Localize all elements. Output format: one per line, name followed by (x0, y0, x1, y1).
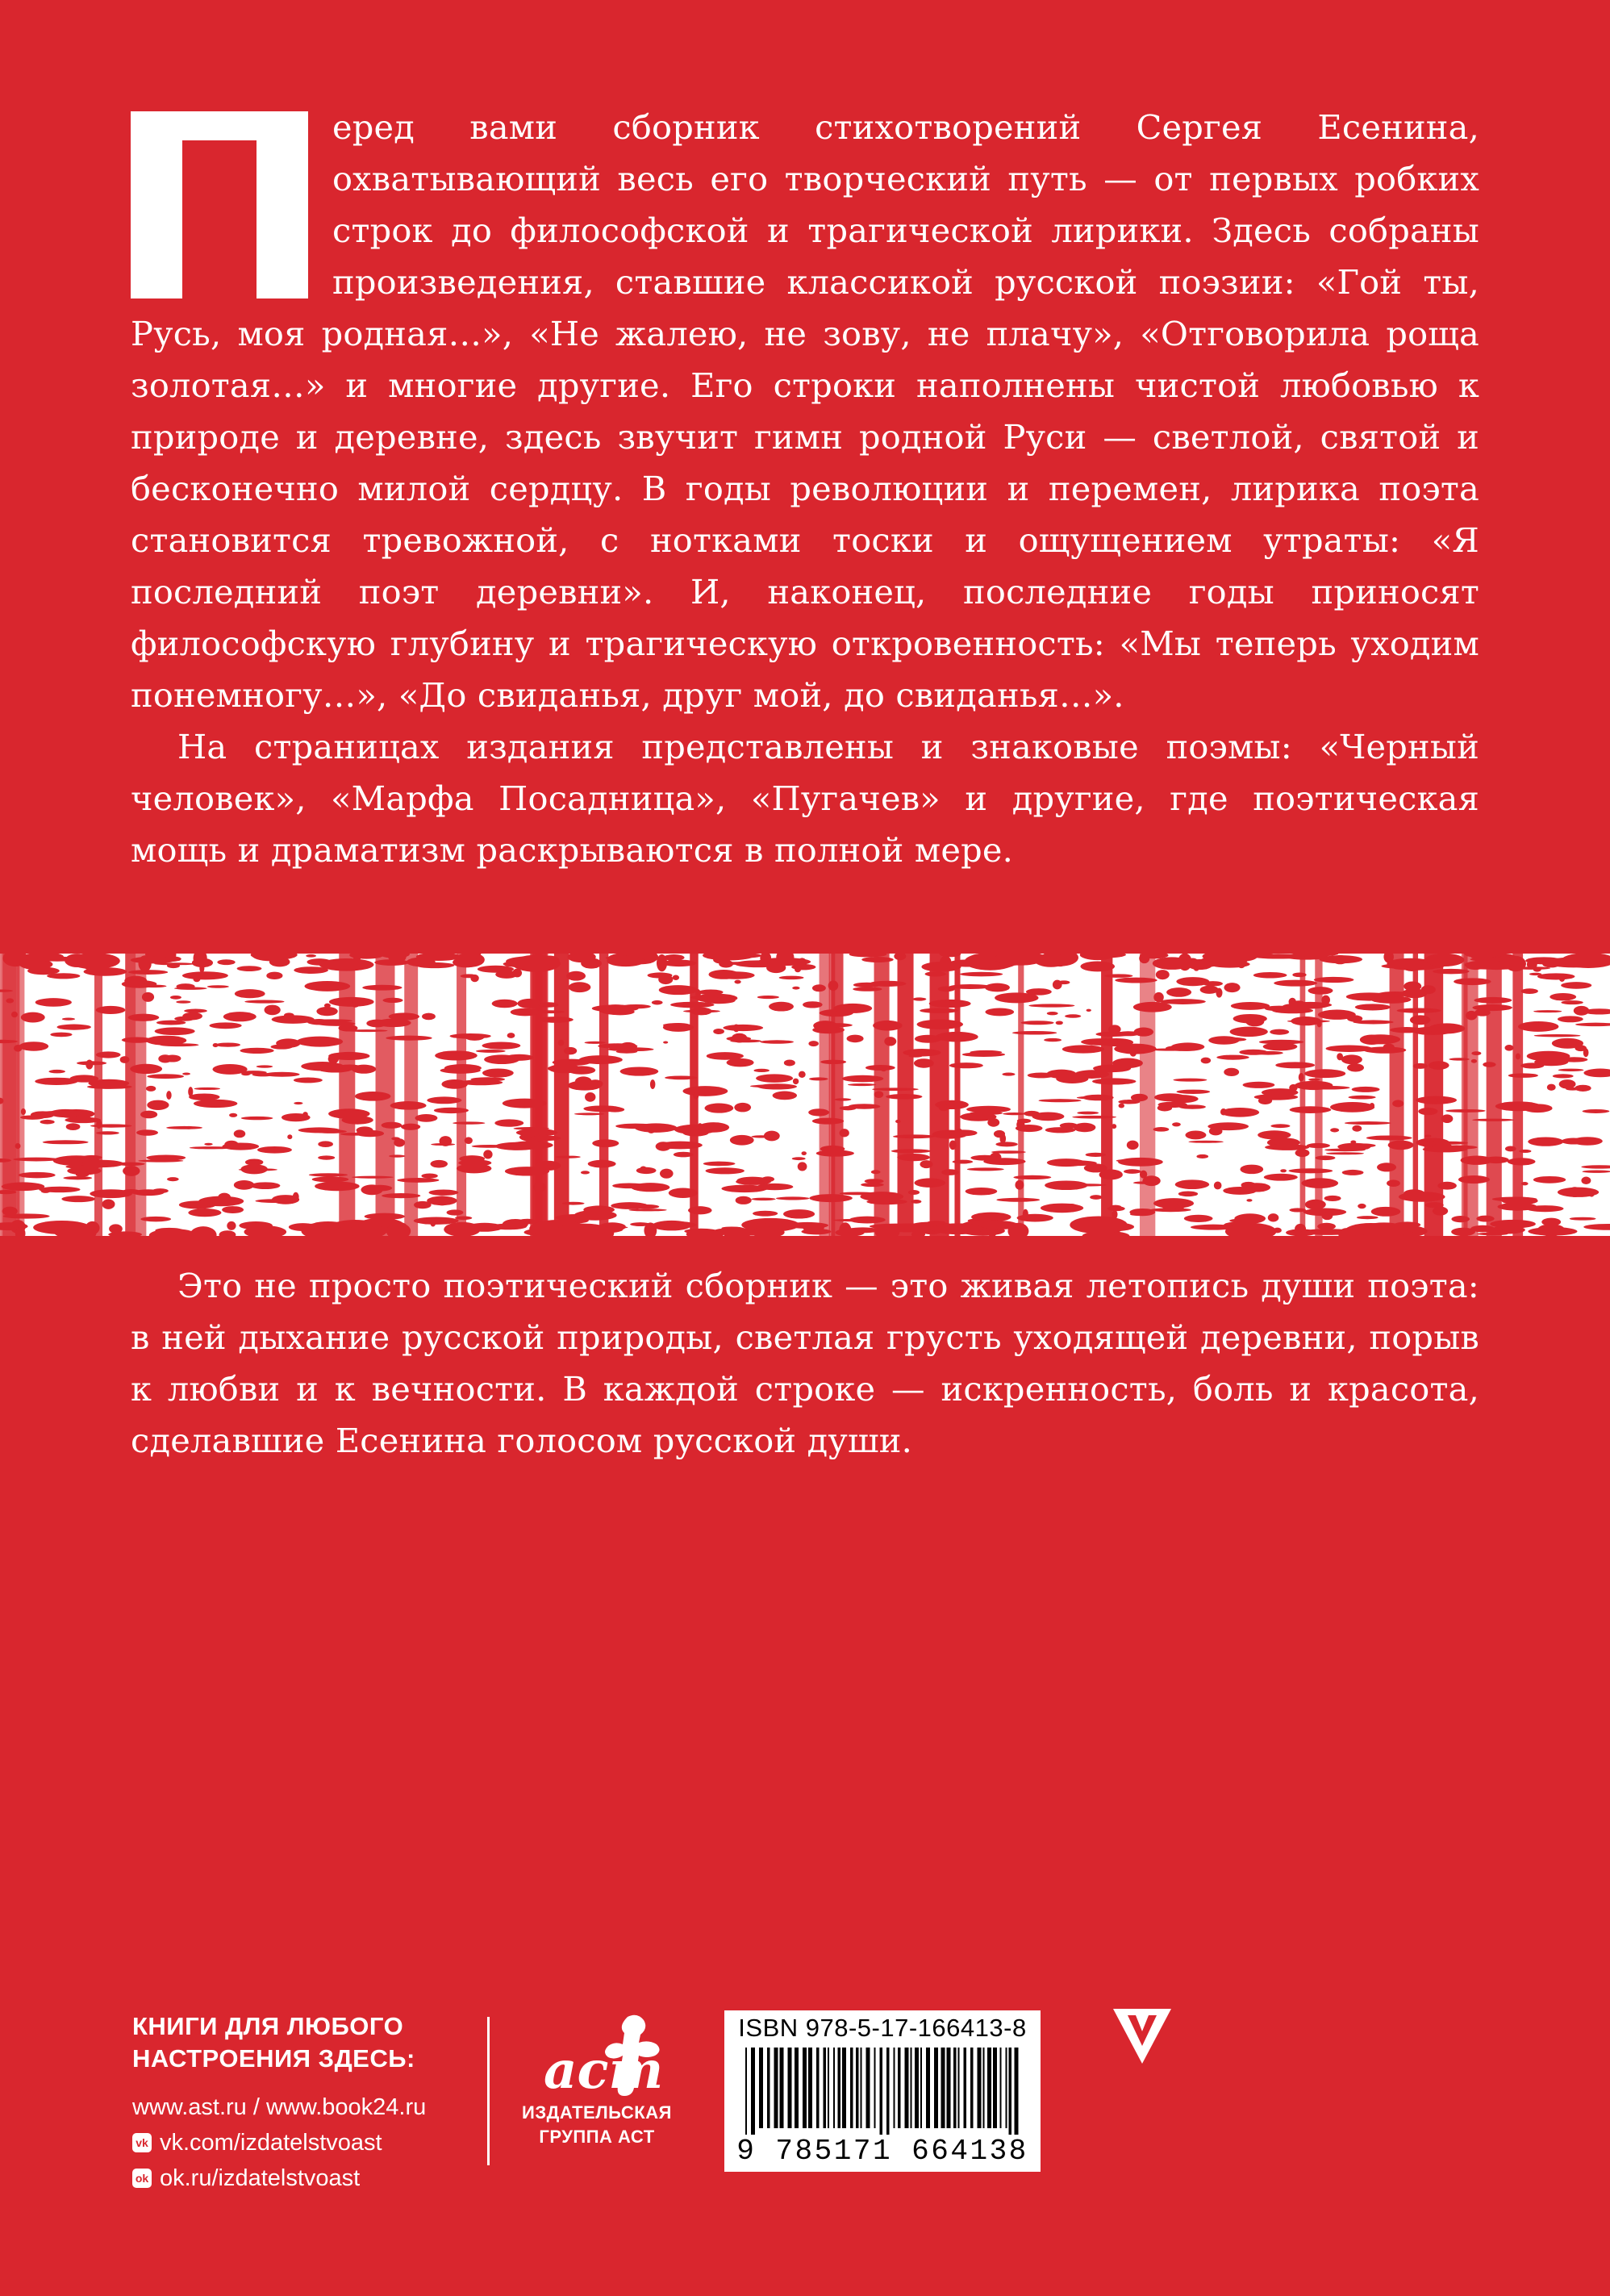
ok-link[interactable]: ok ok.ru/izdatelstvoast (132, 2160, 487, 2196)
odnoklassniki-icon: ok (132, 2169, 152, 2188)
publisher-caption-line1: ИЗДАТЕЛЬСКАЯ (522, 2102, 672, 2123)
v-logo-icon (1112, 2006, 1173, 2065)
dropcap-letter-pe (131, 111, 308, 298)
publisher-caption-line2: ГРУППА АСТ (539, 2127, 655, 2147)
intro-paragraph-2: На страницах издания представлены и знаковые поэмы: «Черный человек», «Марфа Посадница», «Пугачев» и другие, где поэтическая мощь и драматизм раскрываются в полной мере. (131, 727, 1479, 870)
ast-logo-icon (516, 2010, 678, 2101)
footer-links (132, 2010, 487, 2196)
barcode-bars (745, 2048, 1020, 2135)
birch-texture-band (0, 954, 1610, 1236)
websites-link[interactable]: www.ast.ru / www.book24.ru (132, 2094, 427, 2120)
outro-block (131, 1260, 1479, 1467)
isbn-barcode (724, 2010, 1041, 2172)
ast-logo (516, 2010, 678, 2172)
vk-icon: vk (132, 2133, 152, 2152)
outro-paragraph: Это не просто поэтический сборник — это живая летопись души поэта: в ней дыхание русской природы, светлая грусть уходящей деревни, порыв к любви и к вечности. В каждой строке — искренность, боль и красота, сделавшие Есенина голосом русской души. (131, 1266, 1479, 1460)
vk-link[interactable]: vk vk.com/izdatelstvoast (132, 2125, 487, 2160)
svg-text:аст: аст (544, 2040, 664, 2101)
isbn-number: ISBN 978-5-17-166413-8 (738, 2014, 1027, 2042)
intro-paragraph-1: еред вами сборник стихотворений Сергея Есенина, охватывающий весь его творческий путь — от первых робких строк до философской и трагической лирики. Здесь собраны произведения, ставшие классикой русской поэзии: «Гой ты, Русь, моя родная…», «Не жалею, не зову, не плачу», «Отговорила роща золотая…» и многие другие. Его строки наполнены чистой любовью к природе и деревне, здесь звучит гимн родной Руси — светлой, святой и бесконечно милой сердцу. В годы революции и перемен, лирика поэта становится тревожной, с нотками тоски и ощущением утраты: «Я последний поэт деревни». И, наконец, последние годы приносят философскую глубину и трагическую откровенность: «Мы теперь уходим понемногу…», «До свиданья, друг мой, до свиданья…». (131, 107, 1479, 715)
footer-divider (487, 2017, 490, 2165)
barcode-digits: 9 785171 664138 (736, 2135, 1028, 2168)
intro-block (131, 102, 1479, 876)
footer-heading: КНИГИ ДЛЯ ЛЮБОГО НАСТРОЕНИЯ ЗДЕСЬ: (132, 2012, 415, 2073)
